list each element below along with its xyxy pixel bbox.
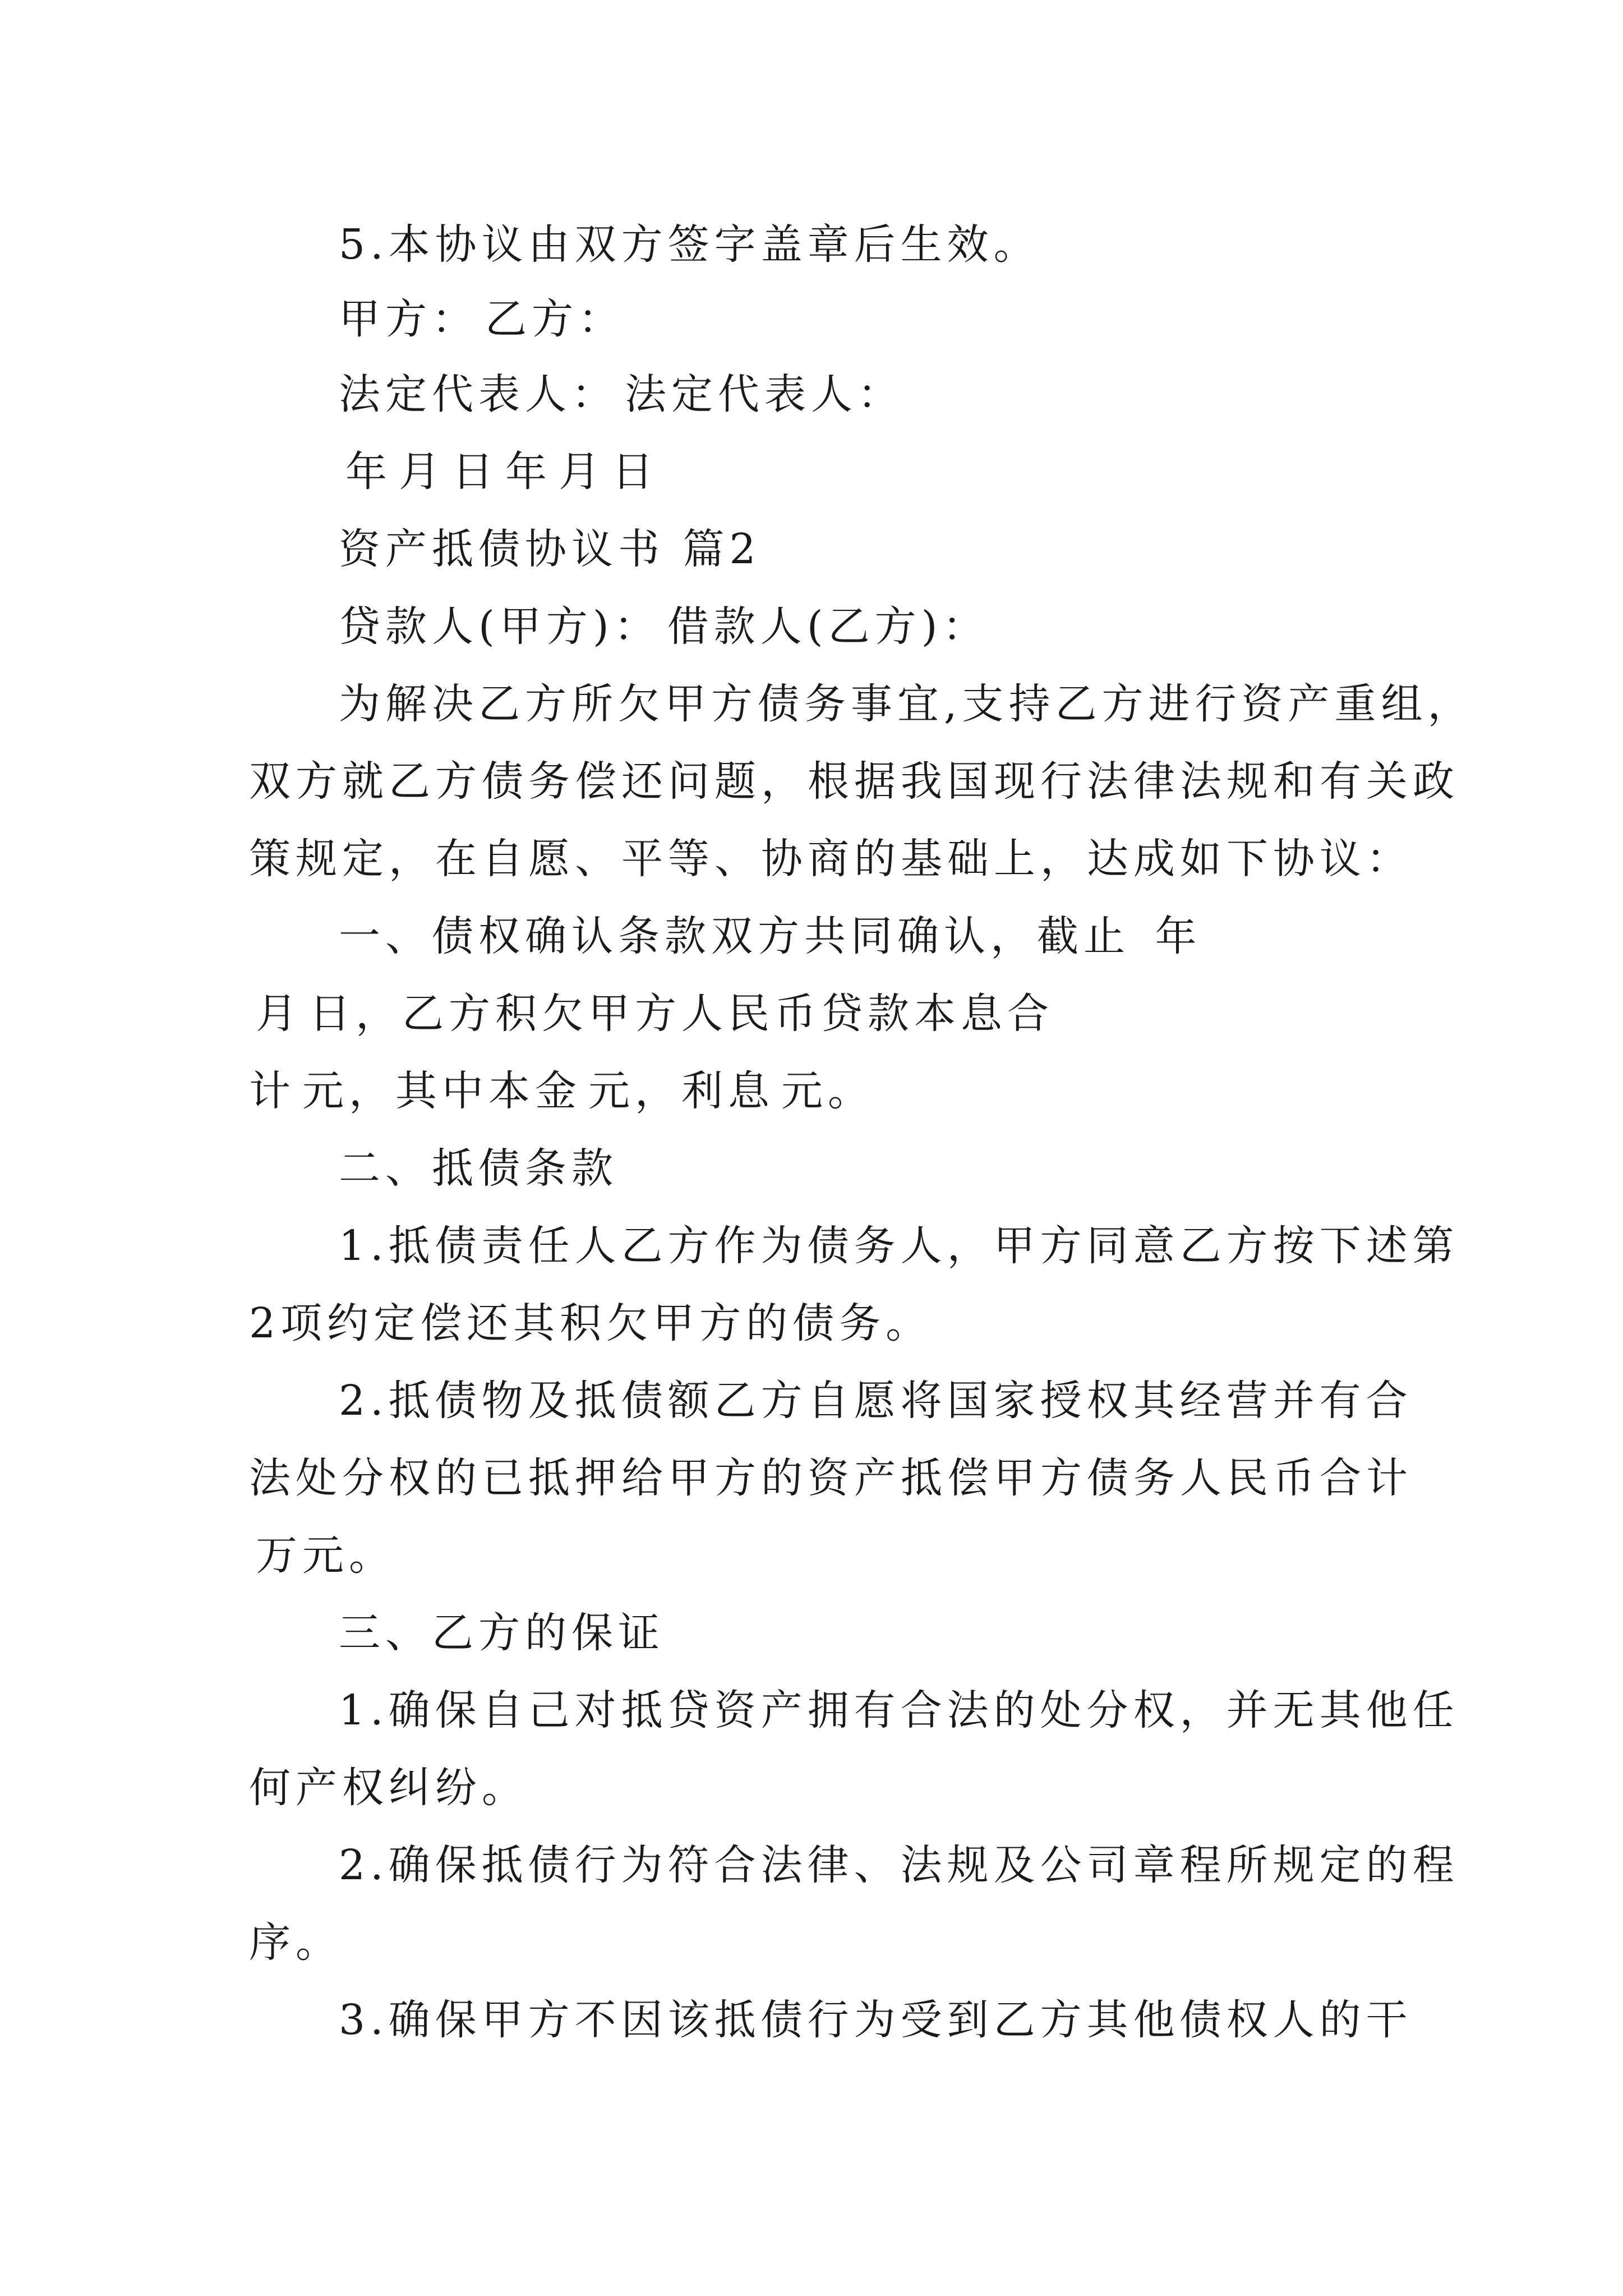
clause3-title: 三、乙方的保证 bbox=[339, 1609, 665, 1657]
clause3-item1-line: 何产权纠纷。 bbox=[249, 1764, 528, 1812]
clause2-title: 二、抵债条款 bbox=[339, 1144, 618, 1193]
section-title: 资产抵债协议书 篇2 bbox=[339, 525, 761, 573]
sign-clause: 5.本协议由双方签字盖章后生效。 bbox=[339, 220, 1040, 269]
clause2-item1-line: 1.抵债责任人乙方作为债务人，甲方同意乙方按下述第 bbox=[339, 1222, 1459, 1270]
date-line: 年 月 日 年 月 日 bbox=[345, 448, 658, 496]
legal-rep-a-label: 法定代表人： bbox=[339, 370, 618, 418]
clause2-item2-line: 万元。 bbox=[256, 1531, 395, 1580]
lender-borrower-line bbox=[339, 586, 1483, 668]
preamble-line: 策规定，在自愿、平等、协商的基础上，达成如下协议： bbox=[249, 835, 1413, 883]
party-b-label: 乙方： bbox=[485, 295, 625, 343]
party-a-label: 甲方： bbox=[339, 295, 478, 343]
legal-rep-b-label: 法定代表人： bbox=[625, 370, 904, 418]
clause1-line: 一、债权确认条款双方共同确认，截止 年 bbox=[339, 912, 1202, 960]
party-signature-line bbox=[339, 278, 1483, 360]
clause2-item1-line: 2项约定偿还其积欠甲方的债务。 bbox=[249, 1299, 933, 1347]
preamble-line: 双方就乙方债务偿还问题，根据我国现行法律法规和有关政 bbox=[249, 757, 1459, 806]
clause3-item1-line: 1.确保自己对抵贷资产拥有合法的处分权，并无其他任 bbox=[339, 1686, 1459, 1734]
clause1-line: 月 日，乙方积欠甲方人民币贷款本息合 bbox=[256, 990, 1054, 1038]
clause2-item2-line: 法处分权的已抵押给甲方的资产抵偿甲方债务人民币合计 bbox=[249, 1454, 1413, 1502]
borrower-label: 借款人(乙方)： bbox=[667, 602, 989, 651]
clause3-item2-line: 2.确保抵债行为符合法律、法规及公司章程所规定的程 bbox=[339, 1841, 1459, 1889]
preamble-line: 为解决乙方所欠甲方债务事宜,支持乙方进行资产重组， bbox=[339, 680, 1474, 728]
clause3-item3-line: 3.确保甲方不因该抵债行为受到乙方其他债权人的干 bbox=[339, 1996, 1413, 2044]
lender-label: 贷款人(甲方)： bbox=[339, 602, 661, 651]
clause1-line: 计 元，其中本金 元，利息 元。 bbox=[249, 1067, 874, 1115]
clause3-item2-line: 序。 bbox=[249, 1918, 342, 1967]
clause2-item2-line: 2.抵债物及抵债额乙方自愿将国家授权其经营并有合 bbox=[339, 1377, 1413, 1425]
legal-rep-line bbox=[339, 353, 1483, 435]
